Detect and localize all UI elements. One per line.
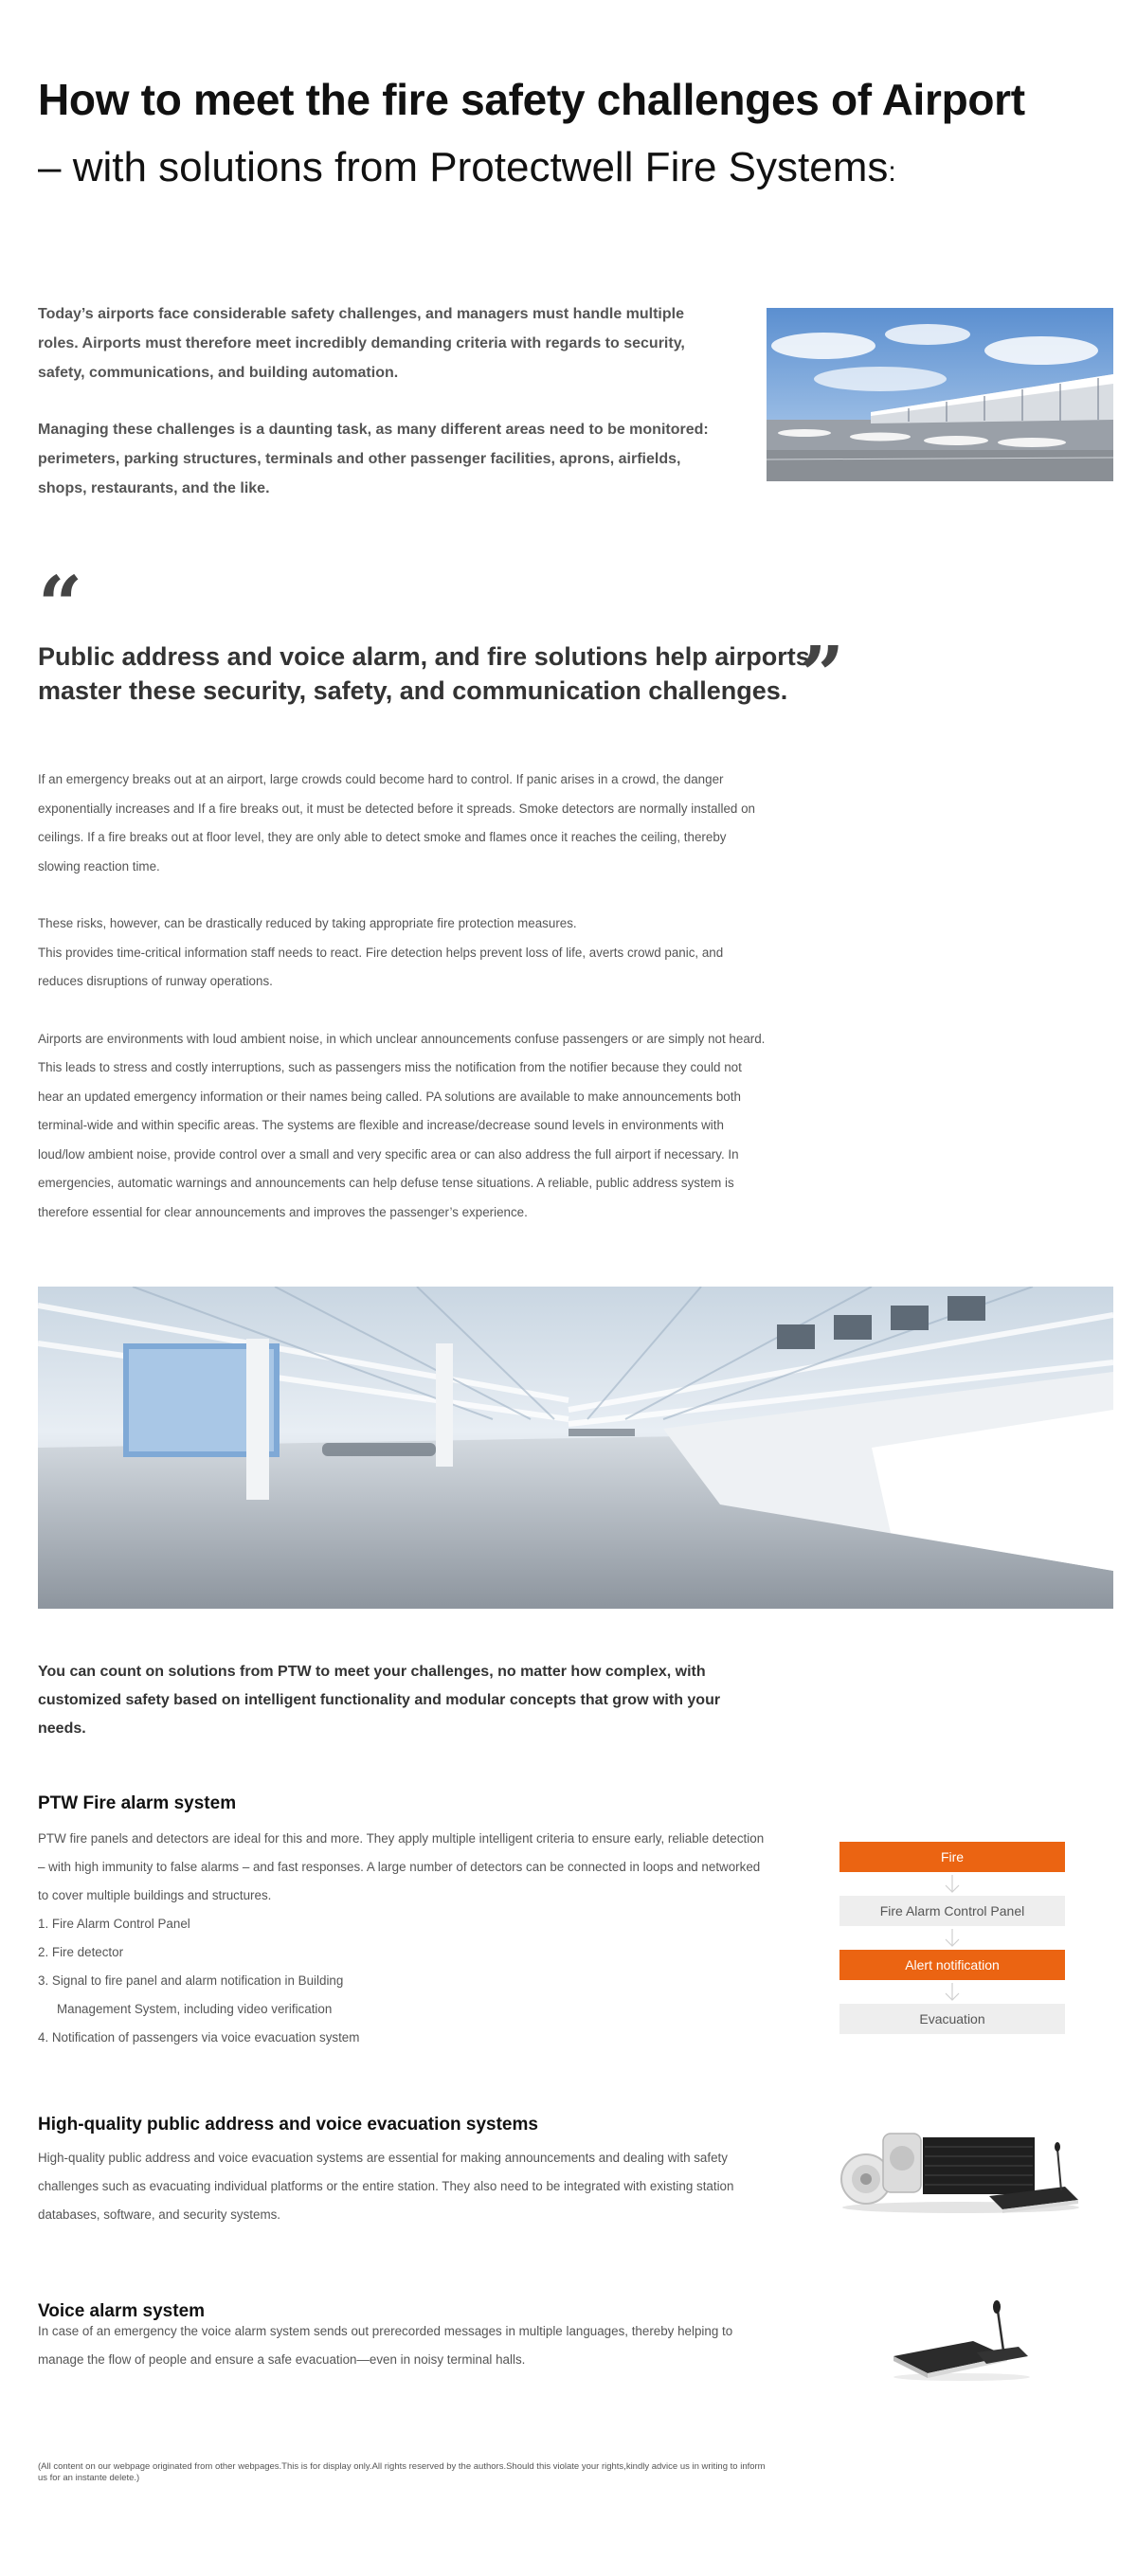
flow-step-control-panel: Fire Alarm Control Panel	[839, 1896, 1065, 1926]
terminal-hall-illustration	[38, 1287, 1113, 1609]
page-subtitle	[38, 144, 896, 191]
article-body	[38, 766, 767, 1227]
voice-alarm-title: Voice alarm system	[38, 2301, 206, 2321]
disclaimer: (All content on our webpage originated from other webpages.This is for display only.All rights reserved by the authors.Should this violate your rights,kindly advice us in writing to inform us for an instante delete.)	[38, 2461, 766, 2483]
fire-alarm-list-item-3-continued: Management System, including video verification	[57, 2002, 333, 2016]
voice-alarm-console-illustration	[886, 2297, 1038, 2383]
fire-alarm-list-item-4: 4. Notification of passengers via voice evacuation system	[38, 2030, 360, 2045]
intro-paragraph-1: Today’s airports face considerable safety challenges, and managers must handle multiple roles. Airports must therefore meet incredibly demanding criteria with regards to security, safety, communications, and building automation.	[38, 306, 685, 381]
flow-arrow-down-icon	[839, 1980, 1065, 2004]
fire-alarm-list-item-1: 1. Fire Alarm Control Panel	[38, 1917, 190, 1931]
voice-alarm-console-photo	[886, 2297, 1038, 2383]
pa-equipment-illustration	[838, 2120, 1084, 2215]
close-quote-mark: ”	[800, 630, 845, 721]
flow-step-alert-notification: Alert notification	[839, 1950, 1065, 1980]
public-address-description: High-quality public address and voice evacuation systems are essential for making announcements and dealing with safety challenges such as evacuating individual platforms or the entire station. They also need to be integrated with existing station databases, software, and security systems.	[38, 2151, 734, 2222]
fire-alarm-title: PTW Fire alarm system	[38, 1793, 237, 1813]
page-subtitle-text: – with solutions from Protectwell Fire Systems	[38, 144, 889, 190]
ptw-commitment-text: You can count on solutions from PTW to meet your challenges, no matter how complex, with customized safety based on intelligent functionality and modular concepts that grow with your needs.	[38, 1664, 721, 1737]
open-quote-mark: “	[38, 560, 83, 651]
intro-text	[38, 299, 720, 503]
body-paragraph-3: Airports are environments with loud ambient noise, in which unclear announcements confuse passengers or are simply not heard. This leads to stress and costly interruptions, such as passengers miss the notification from the notifier because they could not hear an updated emergency information or their names being called. PA solutions are available to make announcements both terminal-wide and within specific areas. The systems are flexible and increase/decrease sound levels in environments with loud/low ambient noise, provide control over a small and very specific area or can also address the full airport if necessary. In emergencies, automatic warnings and announcements can help defuse tense situations. A reliable, public address system is therefore essential for clear announcements and improves the passenger’s experience.	[38, 1031, 766, 1219]
public-address-title: High-quality public address and voice evacuation systems	[38, 2115, 538, 2135]
fire-alarm-description: PTW fire panels and detectors are ideal for this and more. They apply multiple intelligent criteria to ensure early, reliable detection – with high immunity to false alarms – and fast responses. A large number of detectors can be connected in loops and networked to cover multiple buildings and structures.	[38, 1831, 765, 1902]
fire-alarm-list-item-2: 2. Fire detector	[38, 1945, 124, 1959]
airport-terminal-illustration	[767, 308, 1113, 481]
body-paragraph-2	[38, 910, 767, 997]
intro-paragraph-2: Managing these challenges is a daunting task, as many different areas need to be monitored: perimeters, parking structures, terminals and other passenger facilities, aprons, airfields, shops, restaurants, and the like.	[38, 422, 709, 496]
flow-arrow-down-icon	[839, 1926, 1065, 1950]
pull-quote: Public address and voice alarm, and fire solutions help airports master these security, safety, and communication challenges.	[38, 642, 810, 705]
terminal-hall-photo	[38, 1287, 1113, 1609]
fire-alarm-section	[38, 1825, 767, 2052]
body-paragraph-2-line-1: These risks, however, can be drastically reduced by taking appropriate fire protection measures.	[38, 916, 577, 930]
fire-alarm-flow-diagram	[839, 1842, 1065, 2034]
page-title: How to meet the fire safety challenges of Airport	[38, 75, 1025, 124]
flow-step-evacuation: Evacuation	[839, 2004, 1065, 2034]
airport-terminal-photo	[767, 308, 1113, 481]
body-paragraph-2-line-2: This provides time-critical information staff needs to react. Fire detection helps prevent loss of life, averts crowd panic, and reduces disruptions of runway operations.	[38, 945, 724, 988]
fire-alarm-list-item-3: 3. Signal to fire panel and alarm notification in Building	[38, 1973, 344, 1988]
page-subtitle-colon: :	[888, 156, 896, 188]
pa-equipment-photo	[838, 2120, 1084, 2215]
flow-step-fire: Fire	[839, 1842, 1065, 1872]
body-paragraph-1: If an emergency breaks out at an airport, large crowds could become hard to control. If panic arises in a crowd, the danger exponentially increases and If a fire breaks out, it must be detected before it spreads. Smoke detectors are normally installed on ceilings. If a fire breaks out at floor level, they are only able to detect smoke and flames once it reaches the ceiling, thereby slowing reaction time.	[38, 772, 755, 874]
voice-alarm-description: In case of an emergency the voice alarm system sends out prerecorded messages in multiple languages, thereby helping to manage the flow of people and ensure a safe evacuation—even in noisy terminal halls.	[38, 2324, 733, 2367]
flow-arrow-down-icon	[839, 1872, 1065, 1896]
